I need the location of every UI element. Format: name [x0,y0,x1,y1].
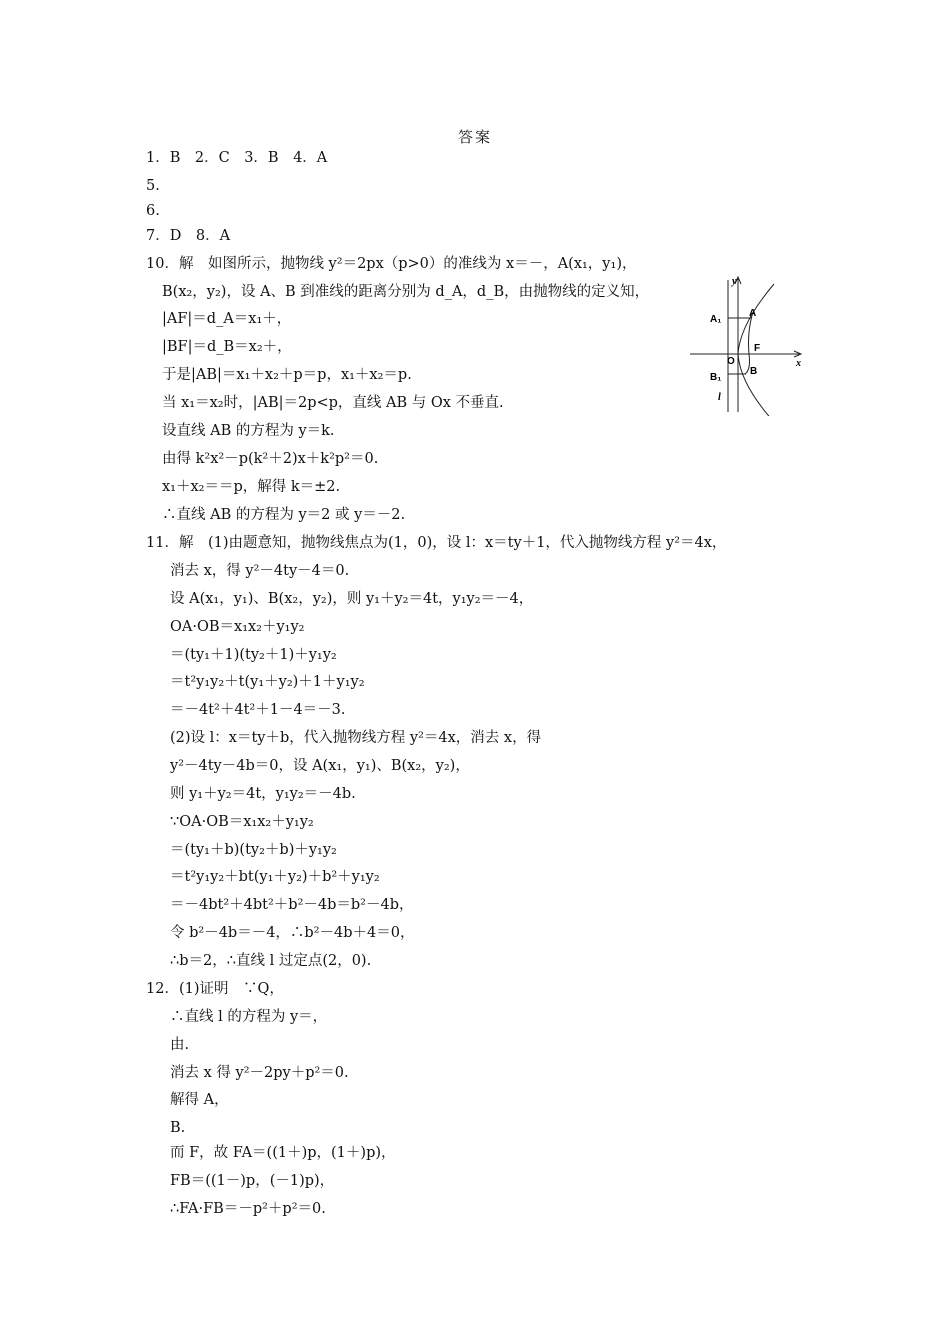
answer-line: (2)设 l：x＝ty＋b，代入抛物线方程 y²＝4x，消去 x，得 [170,730,542,746]
answer-line: ＝(ty₁＋b)(ty₂＋b)＋y₁y₂ [170,842,337,858]
label-a: A [749,308,757,319]
parabola-figure [686,272,810,416]
answer-line: 10．解 如图所示，抛物线 y²＝2px（p>0）的准线为 x＝－，A(x₁，y₁)， [146,256,637,272]
answer-line: ＝t²y₁y₂＋bt(y₁＋y₂)＋b²＋y₁y₂ [170,869,380,885]
page-title: 答案 [457,128,492,146]
answer-line: ＝－4bt²＋4bt²＋b²－4b＝b²－4b， [170,897,414,913]
answer-line: 设直线 AB 的方程为 y＝k. [162,423,335,439]
answer-line: 7．D 8．A [146,228,231,244]
answer-line: 11．解 (1)由题意知，抛物线焦点为(1，0)，设 l：x＝ty＋1，代入抛物线方程 y²＝4x， [146,535,727,551]
label-o: O [727,356,735,367]
answer-line: |AF|＝d_A＝x₁＋， [162,311,292,327]
answer-line: 12．(1)证明 ∵Q， [146,981,284,997]
answer-line: x₁＋x₂＝＝p，解得 k＝±2. [162,479,341,495]
answer-line: 6. [146,203,160,219]
answer-line: ∵OA·OB＝x₁x₂＋y₁y₂ [170,814,314,830]
answer-line: |BF|＝d_B＝x₂＋， [162,339,292,355]
label-b1: B₁ [710,372,722,383]
answer-line: 当 x₁＝x₂时，|AB|＝2p<p，直线 AB 与 Ox 不垂直. [162,395,504,411]
answer-line: 于是|AB|＝x₁＋x₂＋p＝p，x₁＋x₂＝p. [162,367,412,383]
answer-line: 由得 k²x²－p(k²＋2)x＋k²p²＝0. [162,451,379,467]
answer-line: 消去 x 得 y²－2py＋p²＝0. [170,1065,349,1081]
answer-line: ∴b＝2，∴直线 l 过定点(2，0). [170,953,372,969]
answer-line: ＝(ty₁＋1)(ty₂＋1)＋y₁y₂ [170,647,337,663]
chord-ab [745,312,753,374]
answer-line: FB＝((1－)p，(－1)p)， [170,1173,335,1189]
answer-line: 则 y₁＋y₂＝4t，y₁y₂＝－4b. [170,786,356,802]
answer-line: ∴直线 l 的方程为 y＝， [170,1009,328,1025]
label-a1: A₁ [710,314,722,325]
answer-line: ∴FA·FB＝－p²＋p²＝0. [170,1201,326,1217]
answer-line: 由. [170,1037,190,1053]
answer-line: B. [170,1120,186,1136]
answer-line: 令 b²－4b＝－4，∴b²－4b＋4＝0， [170,925,415,941]
answer-line: 而 F，故 FA＝((1＋)p，(1＋)p)， [170,1145,396,1161]
answer-line: 解得 A， [170,1092,229,1108]
answer-line: ＝－4t²＋4t²＋1－4＝－3. [170,702,346,718]
answer-line: ＝t²y₁y₂＋t(y₁＋y₂)＋1＋y₁y₂ [170,674,365,690]
answer-line: y²－4ty－4b＝0，设 A(x₁，y₁)、B(x₂，y₂)， [170,758,470,774]
answer-line: 5. [146,178,160,194]
label-y: y [732,276,737,287]
label-l: l [718,392,721,403]
answer-line: 设 A(x₁，y₁)、B(x₂，y₂)，则 y₁＋y₂＝4t，y₁y₂＝－4， [170,591,534,607]
answer-line: 1．B 2．C 3．B 4．A [146,150,328,166]
label-f: F [754,343,761,354]
answer-line: B(x₂，y₂)，设 A、B 到准线的距离分别为 d_A，d_B，由抛物线的定义知， [162,284,650,300]
label-x: x [796,358,801,369]
answer-line: ∴直线 AB 的方程为 y＝2 或 y＝－2. [162,507,406,523]
label-b: B [750,366,758,377]
answer-line: OA·OB＝x₁x₂＋y₁y₂ [170,619,305,635]
answer-line: 消去 x，得 y²－4ty－4＝0. [170,563,350,579]
